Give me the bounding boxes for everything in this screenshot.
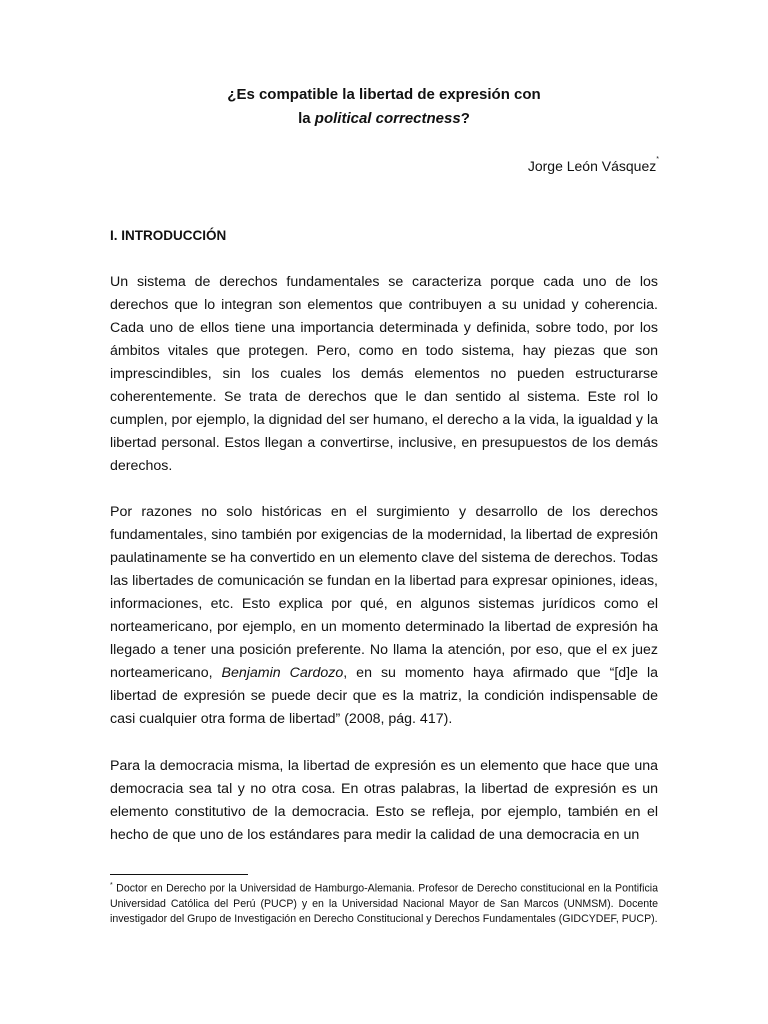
- author-name: [528, 158, 659, 174]
- title-italic-term: political correctness: [314, 110, 461, 127]
- paragraph-2-part-b: , en su momento haya afirmado que “[d]e la libertad de expresión se puede decir que es la matriz, la condición indispensable de casi cualquier otra forma de libertad” (2008, pág. 417).: [110, 665, 658, 727]
- footnote: [110, 878, 658, 927]
- title-line-2-prefix: la: [298, 110, 315, 127]
- title-line-2-suffix: ?: [460, 110, 470, 127]
- title-line-1: ¿Es compatible la libertad de expresión con: [227, 86, 541, 103]
- footnote-divider: [110, 874, 248, 875]
- paragraph-1: [110, 271, 658, 478]
- paragraph-1-text: Un sistema de derechos fundamentales se caracteriza porque cada uno de los derechos que lo integran son elementos que contribuyen a su unidad y coherencia. Cada uno de ellos tiene una importancia determinada y definida, sobre todo, por los ámbitos vitales que protegen. Pero, como en todo sistema, hay piezas que son imprescindibles, sin los cuales los demás elementos no pueden estructurarse coherentemente. Se trata de derechos que le dan sentido al sistema. Este rol lo cumplen, por ejemplo, la dignidad del ser humano, el derecho a la vida, la igualdad y la libertad personal. Estos llegan a convertirse, inclusive, en presupuestos de los demás derechos.: [110, 274, 658, 474]
- author-footnote-marker: *: [656, 156, 659, 163]
- paragraph-2-italic-name: Benjamin Cardozo: [221, 665, 344, 681]
- author-name-text: Jorge León Vásquez: [527, 158, 657, 174]
- paragraph-2: [110, 501, 658, 731]
- title-line-2: [0, 110, 768, 127]
- paragraph-2-text: [110, 501, 658, 731]
- paragraph-2-part-a: Por razones no solo históricas en el surgimiento y desarrollo de los derechos fundamentales, sino también por exigencias de la modernidad, la libertad de expresión paulatinamente se ha convertido en un elemento clave del sistema de derechos. Todas las libertades de comunicación se fundan en la libertad para expresar opiniones, ideas, informaciones, etc. Esto explica por qué, en algunos sistemas jurídicos como el norteamericano, por ejemplo, en un momento determinado la libertad de expresión ha llegado a tener una posición preferente. No llama la atención, por eso, que el ex juez norteamericano,: [110, 504, 658, 681]
- paragraph-3-text: Para la democracia misma, la libertad de expresión es un elemento que hace que una democracia sea tal y no otra cosa. En otras palabras, la libertad de expresión es un elemento constitutivo de la democracia. Esto se refleja, por ejemplo, también en el hecho de que uno de los estándares para medir la calidad de una democracia en un: [110, 758, 658, 843]
- section-heading: I. INTRODUCCIÓN: [110, 228, 227, 243]
- footnote-text: Doctor en Derecho por la Universidad de Hamburgo-Alemania. Profesor de Derecho constitucional en la Pontificia Universidad Católica del Perú (PUCP) y en la Universidad Nacional Mayor de San Marcos (UNMSM). Docente investigador del Grupo de Investigación en Derecho Constitucional y Derechos Fundamentales (GIDCYDEF, PUCP).: [110, 882, 658, 926]
- footnote-marker: *: [110, 882, 113, 889]
- paragraph-3: [110, 755, 658, 847]
